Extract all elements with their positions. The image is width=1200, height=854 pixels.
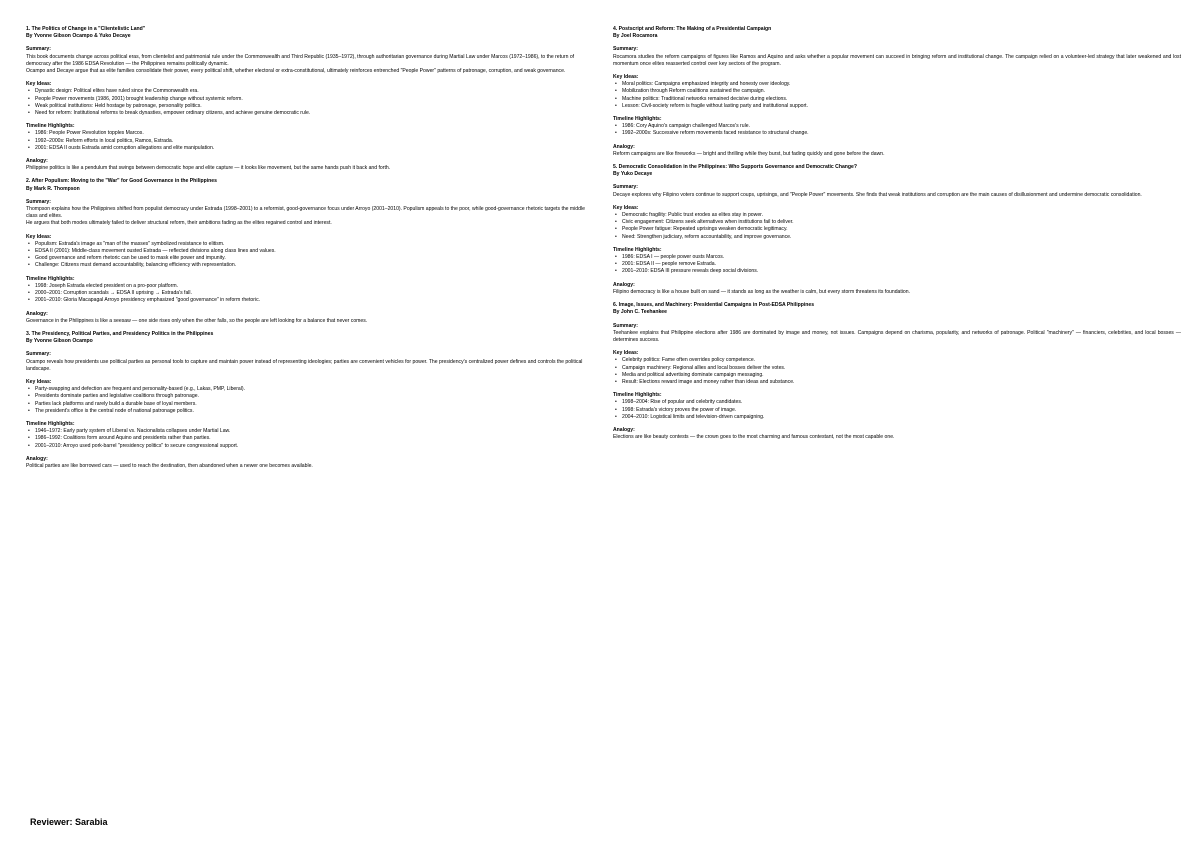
key-idea-item: • Celebrity politics: Fame often overrides policy competence. xyxy=(613,357,1181,364)
key-idea-item: • Machine politics: Traditional networks remained decisive during elections. xyxy=(613,96,1181,103)
key-idea-item: • Weak political institutions: Held hostage by patronage, personality politics. xyxy=(26,103,594,110)
timeline-item: • 2001–2010: Gloria Macapagal Arroyo presidency emphasized "good governance" in reform rhetoric. xyxy=(26,297,594,304)
book-entry xyxy=(613,26,1181,158)
summary-label: Summary: xyxy=(26,46,51,53)
timeline-item: • 2001–2010: Arroyo used pork-barrel "presidency politics" to secure congressional support. xyxy=(26,443,594,450)
entry-author: By John C. Teehankee xyxy=(613,309,667,316)
timeline-item: • 1986–1992: Coalitions form around Aquino and presidents rather than parties. xyxy=(26,435,594,442)
summary-label: Summary: xyxy=(26,351,51,358)
summary-paragraph: Teehankee explains that Philippine elections after 1986 are dominated by image and money, not issues. Campaigns depend on charisma, popularity, and networks of patronage. Political "machinery" — financiers, celebrities, and local bosses — determines success. xyxy=(613,329,1181,343)
analogy-label: Analogy: xyxy=(613,281,635,288)
timeline-label: Timeline Highlights: xyxy=(613,116,662,123)
book-entry xyxy=(613,302,1181,441)
analogy-text: Reform campaigns are like fireworks — bright and thrilling while they burst, but fading quickly and gone before the dawn. xyxy=(613,150,885,157)
analogy-text: Governance in the Philippines is like a seesaw — one side rises only when the other falls, so the people are left looking for a balance that never comes. xyxy=(26,317,368,324)
key-idea-item: • People Power fatigue: Repeated uprisings weaken democratic legitimacy. xyxy=(613,226,1181,233)
analogy-text: Filipino democracy is like a house built on sand — it stands as long as the weather is calm, but every storm threatens its foundation. xyxy=(613,288,911,295)
entry-header xyxy=(613,164,1181,178)
analogy-label: Analogy: xyxy=(26,310,48,317)
timeline-list xyxy=(26,428,594,450)
timeline-item: • 1998: Estrada's victory proves the power of image. xyxy=(613,407,1181,414)
timeline-label: Timeline Highlights: xyxy=(26,275,75,282)
key-idea-item: • Lesson: Civil-society reform is fragile without lasting party and institutional support. xyxy=(613,103,1181,110)
book-entry xyxy=(26,178,594,324)
key-ideas-list xyxy=(26,241,594,270)
analogy-label: Analogy: xyxy=(26,158,48,165)
key-idea-item: • Mobilization through Reform coalitions sustained the campaign. xyxy=(613,88,1181,95)
entry-header xyxy=(26,178,594,192)
summary-paragraph: This book documents change across political eras, from clientelist and patrimonial rule under the Commonwealth and Third Republic (1935–1972), through authoritarian governance during Martial Law under Marcos (1972–1986), to the return of democracy after the 1986 EDSA Revolution — the Philippines remains politically dynamic. xyxy=(26,53,575,67)
entry-author: By Yvonne Gibson Ocampo xyxy=(26,338,93,345)
key-idea-item: • Result: Elections reward image and money rather than ideas and substance. xyxy=(613,379,1181,386)
entry-title: 3. The Presidency, Political Parties, and Presidency Politics in the Philippines xyxy=(26,330,214,337)
key-ideas-label: Key Ideas: xyxy=(26,378,52,385)
timeline-item: • 1992–2000s: Reform efforts in local politics, Ramos, Estrada. xyxy=(26,138,594,145)
timeline-label: Timeline Highlights: xyxy=(26,420,75,427)
timeline-list xyxy=(613,254,1181,276)
timeline-label: Timeline Highlights: xyxy=(26,123,75,130)
summary-paragraph: He argues that both modes ultimately failed to deliver structural reform, their ambitions fading as the elites regained control and interest. xyxy=(26,220,332,227)
timeline-label: Timeline Highlights: xyxy=(613,246,662,253)
timeline-item: • 1986: People Power Revolution topples Marcos. xyxy=(26,130,594,137)
timeline-item: • 2001: EDSA II ousts Estrada amid corruption allegations and elite manipulation. xyxy=(26,145,594,152)
timeline-label: Timeline Highlights: xyxy=(613,392,662,399)
key-ideas-list xyxy=(26,386,594,415)
summary-paragraph: Decaye explores why Filipino voters continue to support coups, uprisings, and "People Power" movements. She finds that weak institutions and corruption are the main causes of disillusionment and undermine democratic consolidation. xyxy=(613,191,1142,198)
key-ideas-label: Key Ideas: xyxy=(613,350,639,357)
key-idea-item: • Challenge: Citizens must demand accountability, balancing efficiency with representation. xyxy=(26,262,594,269)
key-ideas-label: Key Ideas: xyxy=(613,204,639,211)
timeline-item: • 2001–2010: EDSA III pressure reveals deep social divisions. xyxy=(613,268,1181,275)
key-idea-item: • Civic engagement: Citizens seek alternatives when institutions fail to deliver. xyxy=(613,219,1181,226)
book-entry xyxy=(26,26,594,172)
timeline-item: • 1986: Cory Aquino's campaign challenged Marcos's rule. xyxy=(613,123,1181,130)
key-idea-item: • Need for reform: Institutional reforms to break dynasties, empower ordinary citizens, and achieve genuine democratic rule. xyxy=(26,110,594,117)
key-idea-item: • Populism: Estrada's image as "man of the masses" symbolized resistance to elitism. xyxy=(26,241,594,248)
key-ideas-list xyxy=(26,88,594,117)
right-column xyxy=(613,26,1181,447)
entry-author: By Joel Rocamora xyxy=(613,33,658,40)
timeline-item: • 2001: EDSA II — people remove Estrada. xyxy=(613,261,1181,268)
analogy-label: Analogy: xyxy=(613,426,635,433)
timeline-list xyxy=(613,399,1181,421)
entry-header xyxy=(613,302,1181,316)
analogy-text: Elections are like beauty contests — the crown goes to the most charming and famous contestant, not the most capable one. xyxy=(613,434,895,441)
key-ideas-list xyxy=(613,81,1181,110)
entry-author: By Mark R. Thompson xyxy=(26,185,80,192)
summary-label: Summary: xyxy=(613,46,638,53)
analogy-text: Political parties are like borrowed cars — used to reach the destination, then abandoned when a newer one becomes available. xyxy=(26,462,313,469)
entry-author: By Yvonne Gibson Ocampo & Yuko Decaye xyxy=(26,33,131,40)
key-idea-item: • The president's office is the central node of national patronage politics. xyxy=(26,408,594,415)
key-ideas-label: Key Ideas: xyxy=(26,233,52,240)
entry-title: 1. The Politics of Change in a "Clientelistic Land" xyxy=(26,26,146,32)
summary-paragraph: Ocampo reveals how presidents use political parties as personal tools to capture and maintain power instead of representing ideologies; parties are convenient vehicles for power. The presidency's centralized power defines and controls the political landscape. xyxy=(26,358,583,372)
book-entry xyxy=(26,331,594,470)
timeline-item: • 2004–2010: Logistical limits and television-driven campaigning. xyxy=(613,414,1181,421)
summary-paragraph: Thompson explains how the Philippines shifted from populist democracy under Estrada (1998–2001) to a reformist, good-governance focus under Arroyo (2001–2010). Populism appeals to the poor, while good-governance rhetoric targets the middle class and elites. xyxy=(26,206,585,220)
key-ideas-label: Key Ideas: xyxy=(26,81,52,88)
entry-header xyxy=(26,26,594,40)
summary-paragraph: Rocamora studies the reform campaigns of figures like Ramos and Aquino and asks whether a popular movement can succeed in bringing reform and institutional change. The campaign relied on a volunteer-led strategy that later weakened and lost momentum once elites reasserted control over key sectors of the program. xyxy=(613,53,1181,67)
timeline-list xyxy=(613,123,1181,137)
left-column xyxy=(26,26,594,476)
key-idea-item: • Moral politics: Campaigns emphasized integrity and honesty over ideology. xyxy=(613,81,1181,88)
entry-header xyxy=(613,26,1181,40)
reviewer-label: Reviewer: Sarabia xyxy=(30,817,108,827)
key-idea-item: • Need: Strengthen judiciary, reform accountability, and improve governance. xyxy=(613,234,1181,241)
timeline-item: • 1986: EDSA I — people power ousts Marcos. xyxy=(613,254,1181,261)
entry-title: 2. After Populism: Moving to the "War" for Good Governance in the Philippines xyxy=(26,178,217,185)
timeline-list xyxy=(26,130,594,152)
summary-paragraph: Ocampo and Decaye argue that as elite families consolidate their power, every political shift, whether electoral or extra-constitutional, ultimately reinforces entrenched "People Power" patterns of patronage, corruption, and weak governance. xyxy=(26,68,566,75)
key-idea-item: • People Power movements (1986, 2001) brought leadership change without systemic reform. xyxy=(26,96,594,103)
key-ideas-list xyxy=(613,357,1181,386)
key-idea-item: • Dynastic design: Political elites have ruled since the Commonwealth era. xyxy=(26,88,594,95)
entry-title: 6. Image, Issues, and Machinery: Presidential Campaigns in Post-EDSA Philippines xyxy=(613,302,815,309)
entry-author: By Yuko Decaye xyxy=(613,171,653,178)
key-idea-item: • Presidents dominate parties and legislative coalitions through patronage. xyxy=(26,393,594,400)
summary-label: Summary: xyxy=(26,198,51,205)
timeline-item: • 2000–2001: Corruption scandals → EDSA II uprising → Estrada's fall. xyxy=(26,290,594,297)
summary-label: Summary: xyxy=(613,322,638,329)
analogy-label: Analogy: xyxy=(613,143,635,150)
timeline-item: • 1998–2004: Rise of popular and celebrity candidates. xyxy=(613,399,1181,406)
entry-title: 4. Postscript and Reform: The Making of a Presidential Campaign xyxy=(613,26,772,32)
analogy-label: Analogy: xyxy=(26,455,48,462)
analogy-text: Philippine politics is like a pendulum that swings between democratic hope and elite capture — it looks like movement, but the same hands push it back and forth. xyxy=(26,165,391,172)
book-entry xyxy=(613,164,1181,296)
summary-label: Summary: xyxy=(613,184,638,191)
key-idea-item: • Good governance and reform rhetoric can be used to mask elite power and impunity. xyxy=(26,255,594,262)
key-idea-item: • Party-swapping and defection are frequent and personality-based (e.g., Lakas, PMP, Liberal). xyxy=(26,386,594,393)
timeline-item: • 1946–1972: Early party system of Liberal vs. Nacionalista collapses under Martial Law. xyxy=(26,428,594,435)
key-ideas-label: Key Ideas: xyxy=(613,74,639,81)
key-idea-item: • Media and political advertising dominate campaign messaging. xyxy=(613,372,1181,379)
entry-header xyxy=(26,331,594,345)
entry-title: 5. Democratic Consolidation in the Philippines: Who Supports Governance and Democratic Change? xyxy=(613,164,857,171)
key-idea-item: • Democratic fragility: Public trust erodes as elites stay in power. xyxy=(613,212,1181,219)
timeline-item: • 1998: Joseph Estrada elected president on a pro-poor platform. xyxy=(26,283,594,290)
timeline-item: • 1992–2000s: Successive reform movements faced resistance to structural change. xyxy=(613,130,1181,137)
key-idea-item: • Parties lack platforms and rarely build a durable base of loyal members. xyxy=(26,401,594,408)
timeline-list xyxy=(26,283,594,305)
key-ideas-list xyxy=(613,212,1181,241)
key-idea-item: • Campaign machinery: Regional allies and local bosses deliver the votes. xyxy=(613,365,1181,372)
key-idea-item: • EDSA II (2001): Middle-class movement ousted Estrada — reflected divisions along class lines and values. xyxy=(26,248,594,255)
